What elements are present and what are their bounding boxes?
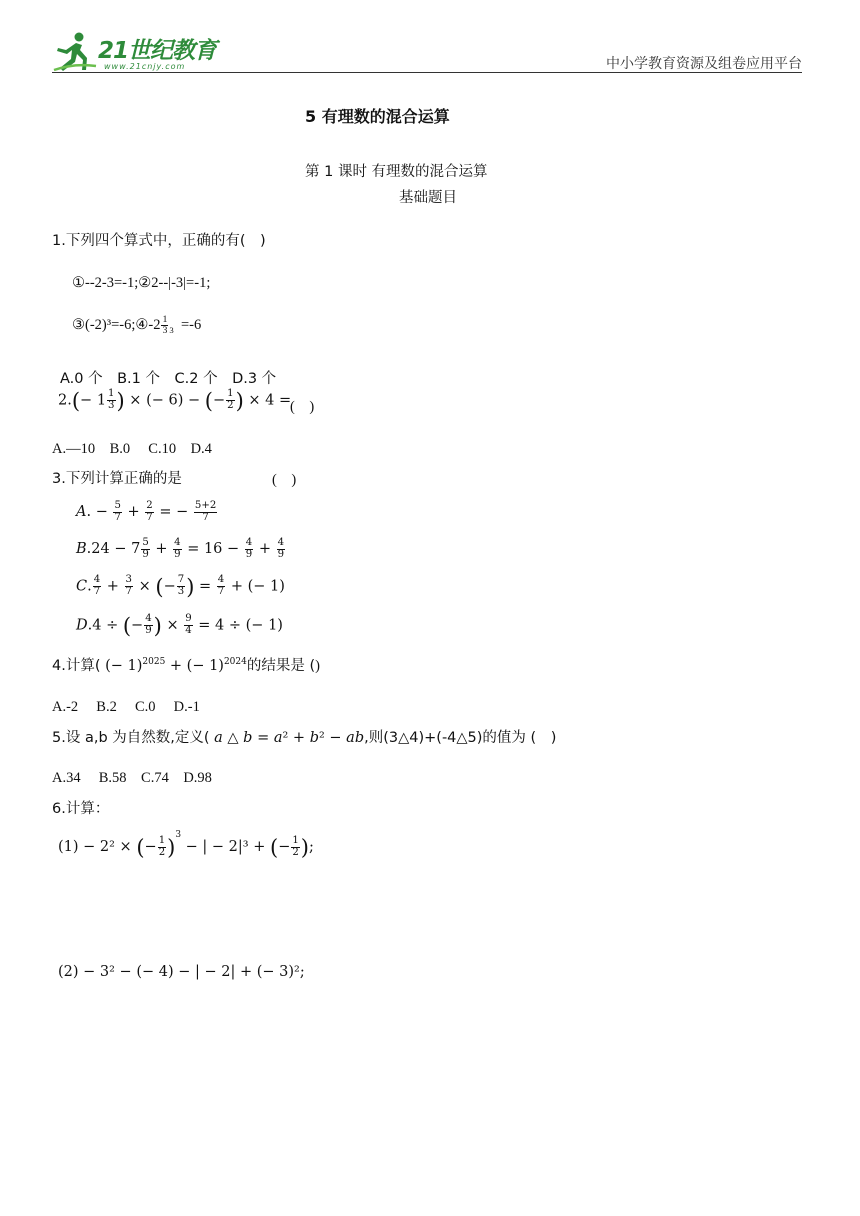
question-6-stem: 6.计算： [52,801,110,817]
question-1-options: A.0 个 B.1 个 C.2 个 D.3 个 [60,371,277,387]
question-3-option-b: B.24 − 7 $\frac{5}{9}$ + $\frac{4}{9}$ = 16 − $\frac{4}{9}$ + $\frac{4}{9}$ [76,537,285,560]
section-heading: 基础题目 [399,190,457,206]
question-1-stem: 1.下列四个算式中，正确的有( ) [52,233,266,249]
page-title: 5 有理数的混合运算 [305,107,450,126]
question-4-options: A.-2 B.2 C.0 D.-1 [52,699,200,715]
question-3-option-a: A. − $\frac{5}{7}$ + $\frac{2}{7}$ = − $\frac{5+2}{7}$ [76,500,217,523]
question-4-stem: 4.计算( (− 1)$^{2025}$ + (− 1)$^{2024}$的结果是 () [52,657,320,674]
logo-text: 21世纪教育 [98,38,217,64]
question-1-line-1: ①--2-3=-1;②2--|-3|=-1; [72,275,211,291]
question-3-option-d: D.4 ÷ (− $\frac{4}{9}$ ) × $\frac{9}{4}$ = 4 ÷ (− 1) [76,613,283,638]
question-1-line-2: ③(-2)³=-6;④-2 $\frac{1}{3}$ $_3$ =-6 [72,314,202,337]
question-2-answer-paren: ( ) [290,399,315,415]
question-5-stem: 5.设 a,b 为自然数,定义( a △ b = a² + b² − ab,则(3△4)+(-4△5)的值为 ( ) [52,730,557,746]
question-3-answer-paren: ( ) [272,472,297,488]
question-6-part-1: (1) − 2² × (− $\frac{1}{2}$ )$^3$ − | − 2|³ + (− $\frac{1}{2}$ ); [58,830,314,860]
question-2-expression: 2.(− 1 $\frac{1}{3}$ ) × (− 6) − (− $\frac{1}{2}$ ) × 4 = [58,388,292,413]
platform-name: 中小学教育资源及组卷应用平台 [606,56,802,72]
lesson-subtitle: 第 1 课时 有理数的混合运算 [305,164,488,180]
question-3-stem: 3.下列计算正确的是 [52,471,182,487]
logo-url: www.21cnjy.com [104,62,186,71]
brand-logo [52,30,232,74]
runner-icon [52,30,98,74]
question-6-part-2: (2) − 3² − (− 4) − | − 2| + (− 3)²; [58,964,305,980]
question-2-options: A.—10 B.0 C.10 D.4 [52,441,212,457]
question-3-option-c: C. $\frac{4}{7}$ + $\frac{3}{7}$ × (− $\frac{7}{3}$ ) = $\frac{4}{7}$ + (− 1) [76,574,285,599]
header-divider [52,72,802,73]
question-5-options: A.34 B.58 C.74 D.98 [52,770,212,786]
